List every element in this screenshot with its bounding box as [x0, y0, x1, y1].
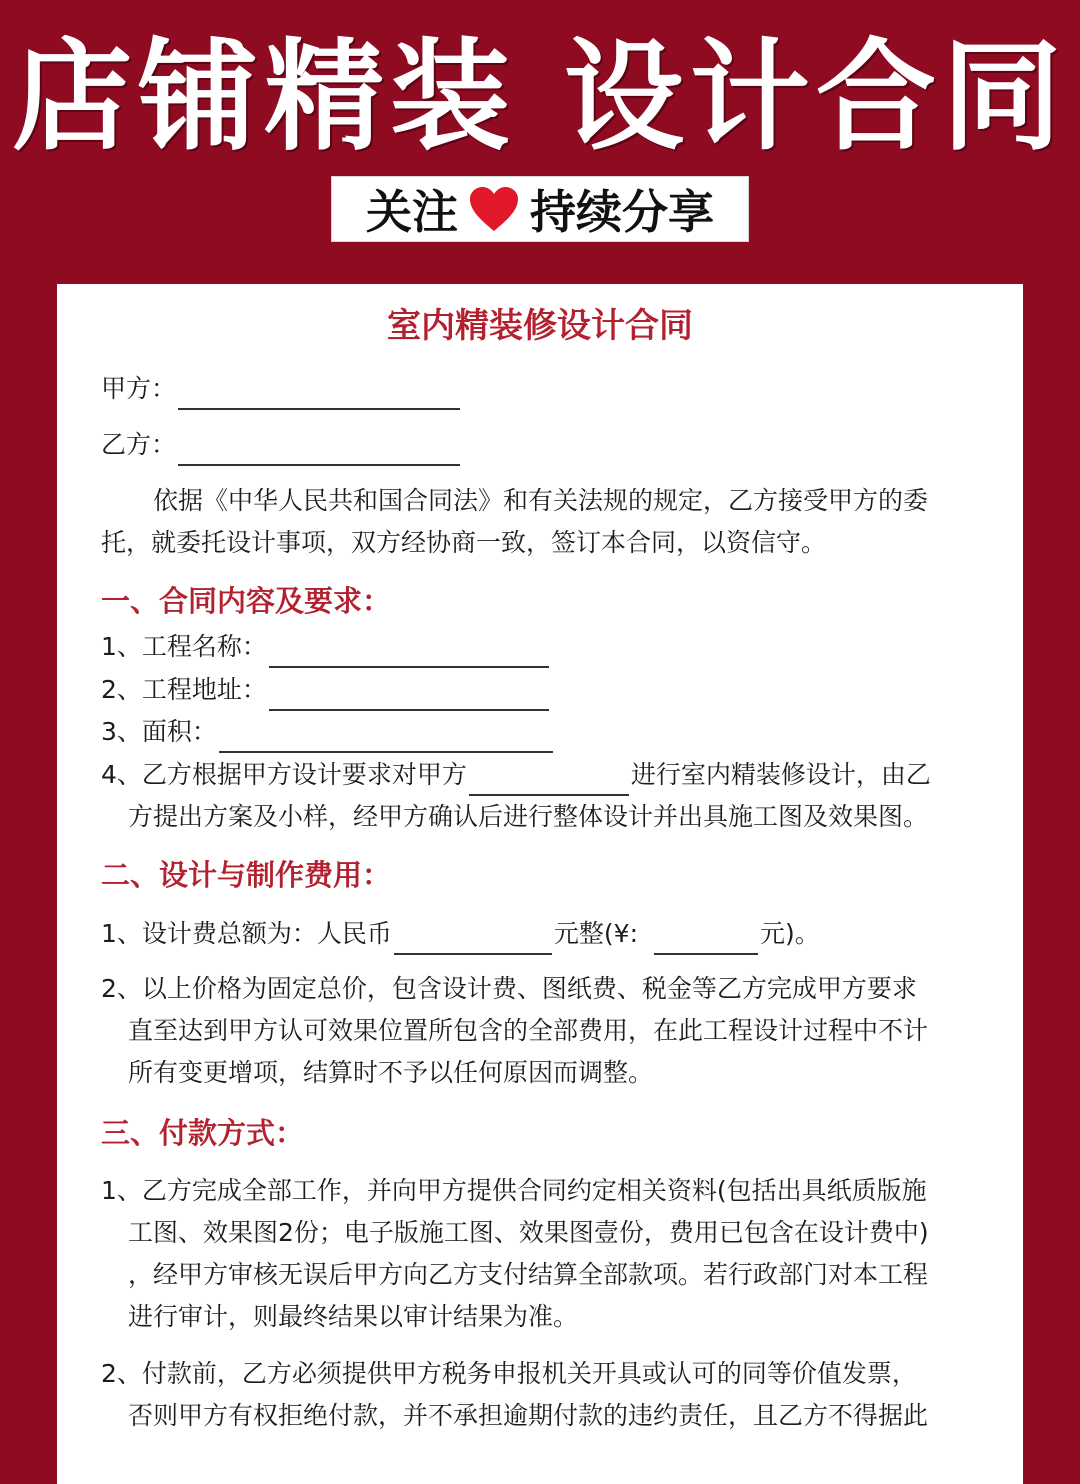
follow-badge[interactable] — [331, 176, 749, 242]
fee-label: 1、设计费总额为：人民币 — [101, 919, 392, 948]
item-4-line — [101, 754, 981, 796]
party-b-blank[interactable] — [178, 434, 460, 466]
payment-line: 工图、效果图2份；电子版施工图、效果图壹份，费用已包含在设计费中) — [128, 1218, 929, 1247]
project-address-blank[interactable] — [269, 679, 549, 711]
doc-title: 室内精装修设计合同 — [387, 306, 693, 346]
project-address-row — [101, 669, 981, 711]
party-a-blank[interactable] — [178, 378, 460, 410]
party-a-row — [101, 368, 981, 410]
party-b-row — [101, 424, 981, 466]
fee-end-label: 元)。 — [760, 919, 820, 948]
payment-line: 2、付款前，乙方必须提供甲方税务申报机关开具或认可的同等价值发票， — [101, 1359, 917, 1388]
area-row — [101, 711, 981, 753]
intro-line: 依据《中华人民共和国合同法》和有关法规的规定，乙方接受甲方的委 — [153, 486, 929, 515]
fee-terms-paragraph — [101, 968, 981, 1094]
section-3-heading: 三、付款方式： — [101, 1116, 305, 1150]
item-4-line: 方提出方案及小样，经甲方确认后进行整体设计并出具施工图及效果图。 — [128, 802, 929, 831]
item-4-blank[interactable] — [469, 764, 629, 796]
party-a-label: 甲方： — [101, 374, 177, 403]
payment-line: 1、乙方完成全部工作，并向甲方提供合同约定相关资料(包括出具纸质版施 — [101, 1176, 927, 1205]
follow-label: 关注 — [366, 185, 458, 239]
item-4-text-b: 进行室内精装修设计，由乙 — [630, 760, 931, 789]
section-2-heading: 二、设计与制作费用： — [101, 858, 392, 892]
project-address-label: 2、工程地址： — [101, 675, 267, 704]
intro-line: 托，就委托设计事项，双方经协商一致，签订本合同，以资信守。 — [101, 528, 827, 557]
fee-terms-line: 所有变更增项，结算时不予以任何原因而调整。 — [128, 1058, 654, 1087]
fee-amount-blank[interactable] — [394, 923, 552, 955]
fee-unit-label: 元整(¥: — [553, 919, 639, 948]
payment-item-1 — [101, 1170, 981, 1338]
party-b-label: 乙方： — [101, 430, 177, 459]
fee-number-blank[interactable] — [654, 923, 758, 955]
heart-icon — [468, 185, 520, 233]
project-name-row — [101, 626, 981, 668]
payment-line: ，经甲方审核无误后甲方向乙方支付结算全部款项。若行政部门对本工程 — [128, 1260, 929, 1289]
area-blank[interactable] — [219, 721, 553, 753]
payment-item-2 — [101, 1353, 981, 1437]
contract-page — [57, 284, 1023, 1484]
fee-terms-line: 直至达到甲方认可效果位置所包含的全部费用，在此工程设计过程中不计 — [128, 1016, 929, 1045]
item-4-text-a: 4、乙方根据甲方设计要求对甲方 — [101, 760, 467, 789]
fee-terms-line: 2、以上价格为固定总价，包含设计费、图纸费、税金等乙方完成甲方要求 — [101, 974, 917, 1003]
project-name-blank[interactable] — [269, 636, 549, 668]
area-label: 3、面积： — [101, 717, 217, 746]
section-1-heading: 一、合同内容及要求： — [101, 584, 392, 618]
intro-paragraph — [101, 480, 981, 564]
project-name-label: 1、工程名称： — [101, 632, 267, 661]
banner-title: 店铺精装 设计合同 — [12, 28, 1068, 167]
share-label: 持续分享 — [530, 185, 714, 239]
fee-row — [101, 913, 981, 955]
payment-line: 否则甲方有权拒绝付款，并不承担逾期付款的违约责任，且乙方不得据此 — [128, 1401, 929, 1430]
item-4-paragraph — [101, 754, 981, 838]
payment-line: 进行审计，则最终结果以审计结果为准。 — [128, 1302, 579, 1331]
